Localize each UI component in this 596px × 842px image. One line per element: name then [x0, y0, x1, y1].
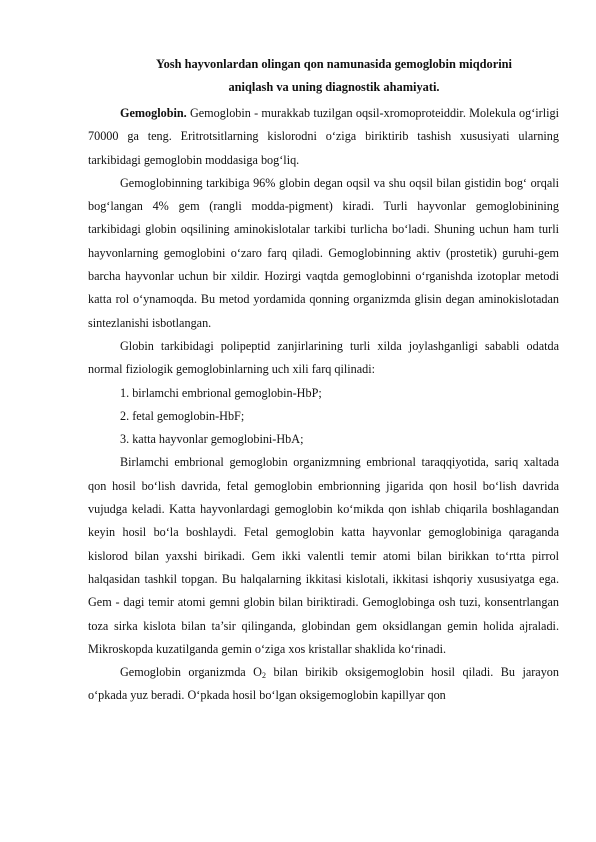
title-line-1: Yosh hayvonlardan olingan qon namunasida gemoglobin miqdorini	[156, 57, 512, 71]
paragraph-oxyhemoglobin	[88, 661, 559, 708]
list-item: 3. katta hayvonlar gemoglobini-HbA;	[120, 432, 304, 447]
paragraph-5-text-b: bilan birikib oksigemoglobin hosil qiladi. Bu jarayon o‘pkada yuz beradi. O‘pkada hosil bo‘lgan oksigemoglobin kapillyar qon	[88, 665, 559, 703]
list-item: 1. birlamchi embrional gemoglobin-HbP;	[120, 385, 322, 400]
paragraph-hemoglobin-definition	[88, 102, 559, 172]
term-gemoglobin: Gemoglobin.	[120, 106, 187, 120]
oxygen-subscript: 2	[262, 671, 266, 681]
paragraph-embryonic-hemoglobin: Birlamchi embrional gemoglobin organizmning embrional taraqqiyotida, sariq xaltada qon hosil bo‘lish davrida, fetal gemoglobin embrionning jigarida qon hosil bo‘lish davrida vujudga keladi. Katta hayvonlardagi gemoglobin ko‘mikda qon ishlab chiqarila boshlagandan keyin hosil bo‘la boshlaydi. Fetal gemoglobin katta hayvonlar gemoglobiniga qaraganda kislorod bilan yaxshi birikadi. Gem ikki valentli temir atomi bilan birikkan to‘rtta pirrol halqasidan tashkil topgan. Bu halqalarning ikkitasi kislotali, ikkitasi ishqoriy xususiyatga ega. Gem - dagi temir atomi gemni globin bilan biriktiradi. Gemoglobinga osh tuzi, konsentrlangan toza sirka kislota bilan ta’sir qilinganda, globindan gem oksidlangan gemin holida ajraladi. Mikroskopda kuzatilganda gemin o‘ziga xos kristallar shaklida ko‘rinadi.	[88, 455, 559, 656]
paragraph-hemoglobin-composition: Gemoglobinning tarkibiga 96% globin degan oqsil va shu oqsil bilan gistidin bog‘ orqali bog‘langan 4% gem (rangli modda-pigment) kiradi. Turli hayvonlar gemoglobinining tarkibidagi globin oqsilining aminokislotalar tarkibi turlicha bo‘ladi. Shuning uchun ham turli hayvonlarning gemoglobini o‘zaro farq qiladi. Gemoglobinning aktiv (prostetik) guruhi-gem barcha hayvonlar uchun bir xildir. Hozirgi vaqtda gemoglobinni o‘rganishda izotoplar metodi katta rol o‘ynamoqda. Bu metod yordamida qonning organizmda glisin degan aminokislotadan sintezlanishi isbotlangan.	[88, 175, 559, 330]
document-body	[88, 102, 559, 708]
document-title	[88, 53, 580, 99]
paragraph-1-text: Gemoglobin - murakkab tuzilgan oqsil-xromoproteiddir. Molekula og‘irligi 70000 ga teng. Eritrotsitlarning kislorodni o‘ziga biriktirib tashish xususiyati ularning tarkibidagi gemoglobin moddasiga bog‘liq.	[88, 106, 559, 167]
paragraph-5-text-a: Gemoglobin organizmda O	[120, 665, 262, 680]
title-line-2: aniqlash va uning diagnostik ahamiyati.	[228, 80, 440, 94]
list-item: 2. fetal gemoglobin-HbF;	[120, 408, 245, 423]
paragraph-globin-types-intro: Globin tarkibidagi polipeptid zanjirlarining turli xilda joylashganligi sababli odatda normal fiziologik gemoglobinlarning uch xili farq qilinadi:	[88, 338, 559, 377]
